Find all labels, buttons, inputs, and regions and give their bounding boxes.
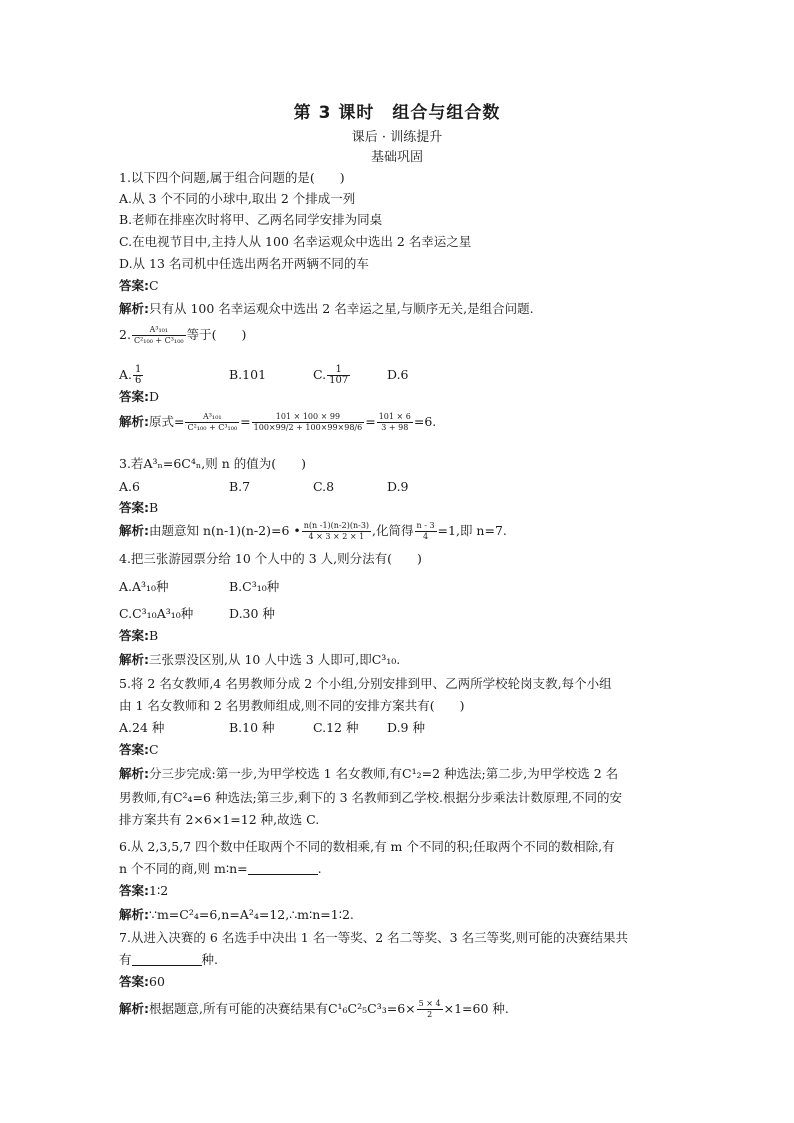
answer-label: 答案:: [119, 278, 149, 293]
analysis-prefix: 原式=: [149, 414, 185, 429]
answer-label: 答案:: [119, 628, 149, 643]
fraction: [415, 521, 437, 542]
answer-value: B: [149, 500, 159, 515]
fraction-numerator: 101 × 100 × 99: [252, 412, 365, 423]
analysis-label: 解析:: [119, 1001, 149, 1016]
answer-label: 答案:: [119, 974, 149, 989]
analysis-label: 解析:: [119, 766, 149, 781]
analysis-text: 三张票没区别,从 10 人中选 3 人即可,即C³₁₀.: [149, 652, 401, 667]
question-1-answer: [119, 278, 159, 294]
fraction-numerator: 1: [135, 364, 142, 375]
answer-value: B: [149, 628, 159, 643]
stem-text: 有: [119, 952, 132, 967]
question-4-stem: 4.把三张游园票分给 10 个人中的 3 人,则分法有( ): [119, 551, 422, 566]
fraction-denominator: 2: [427, 1010, 433, 1019]
fraction: [417, 999, 443, 1020]
fraction: [327, 365, 350, 386]
question-1-option-d: D.从 13 名司机中任选出两名开两辆不同的车: [119, 256, 369, 271]
analysis-prefix: 由题意知 n(n-1)(n-2)=6 •: [149, 523, 301, 538]
question-7-answer: [119, 974, 165, 990]
question-3-option-a: A.6: [119, 479, 140, 494]
question-3-option-b: B.7: [229, 479, 251, 494]
question-6-answer: [119, 883, 168, 899]
analysis-label: 解析:: [119, 414, 149, 429]
subsection-heading: 基础巩固: [370, 150, 423, 165]
answer-value: C: [149, 278, 159, 293]
question-1-option-c: C.在电视节目中,主持人从 100 名幸运观众中选出 2 名幸运之星: [119, 234, 472, 249]
analysis-text: 只有从 100 名幸运观众中选出 2 名幸运之星,与顺序无关,是组合问题.: [149, 301, 534, 316]
fraction-denominator: 6: [135, 375, 142, 386]
question-4-option-d: D.30 种: [229, 606, 275, 621]
fraction-numerator: 101 × 6: [378, 412, 411, 421]
question-5-option-d: D.9 种: [387, 720, 425, 735]
stem-suffix: ,则 n 的值为( ): [201, 456, 307, 471]
lesson-title: 第 3 课时 组合与组合数: [293, 103, 501, 123]
question-6-stem-line-1: 6.从 2,3,5,7 四个数中任取两个不同的数相乘,有 m 个不同的积;任取两个不同的数相除,有: [119, 839, 615, 854]
analysis-text: ∵m=C²₄=6,n=A²₄=12,∴m∶n=1∶2.: [149, 907, 354, 922]
answer-blank: [248, 862, 318, 875]
question-3-analysis: [119, 518, 507, 544]
question-4-analysis: [119, 652, 400, 668]
fraction-denominator: 4: [422, 532, 429, 541]
fraction-denominator: C²₁₀₀ + C³₁₀₀: [133, 336, 184, 345]
question-2-analysis: 解析:原式= $\frac{\text{A³₁₀₁}}{\text{C²₁₀₀ + C³₁₀₀}}$ = $\frac{101 \times 100 \times 99}{100\times 99/2 + 100\times 99\times 98/6}$ = $\frac{101 \times 6}{3 + 98}$ =6.: [119, 412, 437, 432]
answer-label: 答案:: [119, 883, 149, 898]
stem-expression: A³ₙ=6C⁴ₙ: [143, 456, 202, 471]
analysis-label: 解析:: [119, 523, 149, 538]
analysis-middle: ,化简得: [372, 523, 414, 538]
question-1-stem: 1.以下四个问题,属于组合问题的是( ): [119, 170, 345, 185]
answer-blank: [132, 953, 202, 966]
fraction-denominator: 107: [329, 375, 349, 386]
analysis-prefix: 根据题意,所有可能的决赛结果有C¹₆C²₅C³₃=6×: [149, 1001, 416, 1016]
question-4-answer: [119, 628, 158, 644]
answer-label: 答案:: [119, 389, 149, 404]
fraction: [302, 521, 371, 542]
question-3-answer: [119, 500, 158, 516]
question-1-analysis: [119, 301, 534, 317]
section-heading: 课后 · 训练提升: [351, 130, 443, 145]
question-4-option-c: C.C³₁₀A³₁₀种: [119, 606, 194, 621]
question-3-option-d: D.9: [387, 479, 409, 494]
fraction-numerator: 1: [327, 365, 350, 376]
fraction: [185, 412, 239, 433]
question-5-option-a: A.24 种: [119, 720, 165, 735]
question-2-option-d: D.6: [387, 367, 409, 382]
question-2-answer: [119, 389, 159, 405]
fraction-denominator: 3 + 98: [381, 423, 409, 432]
answer-value: 1∶2: [149, 883, 169, 898]
question-2-option-c: [313, 365, 351, 386]
fraction: [252, 412, 365, 433]
fraction-denominator: C²₁₀₀ + C³₁₀₀: [187, 423, 238, 432]
question-7-stem-line-2: [119, 952, 218, 968]
stem-prefix: 3.若: [119, 456, 144, 471]
question-2-option-a: [119, 365, 144, 386]
fraction-numerator: 5 × 4: [418, 999, 441, 1008]
analysis-label: 解析:: [119, 907, 149, 922]
question-5-option-c: C.12 种: [313, 720, 359, 735]
question-2-option-b: B.101: [229, 367, 267, 382]
question-tail: 等于( ): [186, 327, 247, 342]
question-4-option-a: A.A³₁₀种: [119, 579, 169, 594]
fraction-denominator: 4 × 3 × 2 × 1: [308, 532, 365, 541]
analysis-tail: ×1=60 种.: [443, 1001, 509, 1016]
fraction: [133, 365, 143, 386]
option-label: A.: [119, 367, 133, 382]
question-3-stem: [119, 456, 306, 472]
question-5-option-b: B.10 种: [229, 720, 275, 735]
answer-value: C: [149, 742, 159, 757]
analysis-text: 分三步完成:第一步,为甲学校选 1 名女教师,有C¹₂=2 种选法;第二步,为甲学校选 2 名: [149, 766, 619, 781]
answer-label: 答案:: [119, 742, 149, 757]
option-label: C.: [313, 367, 327, 382]
fraction-numerator: A³₁₀₁: [185, 412, 239, 423]
stem-tail: 种.: [201, 952, 218, 967]
fraction-numerator: n - 3: [416, 521, 435, 530]
analysis-label: 解析:: [119, 652, 149, 667]
question-5-analysis-line-1: [119, 766, 618, 782]
question-5-stem-line-2: 由 1 名女教师和 2 名男教师组成,则不同的安排方案共有( ): [119, 698, 465, 713]
question-5-stem-line-1: 5.将 2 名女教师,4 名男教师分成 2 个小组,分别安排到甲、乙两所学校轮岗支教,每个小组: [119, 676, 612, 691]
question-7-analysis: [119, 996, 509, 1022]
analysis-tail: =1,即 n=7.: [437, 523, 507, 538]
question-6-analysis: [119, 907, 354, 923]
fraction: [132, 325, 186, 346]
analysis-label: 解析:: [119, 301, 149, 316]
answer-label: 答案:: [119, 500, 149, 515]
question-1-option-b: B.老师在排座次时将甲、乙两名同学安排为同桌: [119, 212, 383, 227]
fraction-numerator: A³₁₀₁: [132, 325, 186, 336]
fraction: [377, 412, 413, 433]
question-3-option-c: C.8: [313, 479, 335, 494]
question-5-analysis-line-3: 排方案共有 2×6×1=12 种,故选 C.: [119, 812, 320, 827]
fraction-numerator: n(n -1)(n-2)(n-3): [303, 521, 370, 530]
question-4-option-b: B.C³₁₀种: [229, 579, 280, 594]
question-number: 2.: [119, 327, 131, 342]
question-6-stem-line-2: [119, 861, 322, 877]
fraction-denominator: 100×99/2 + 100×99×98/6: [253, 423, 363, 432]
question-5-analysis-line-2: 男教师,有C²₄=6 种选法;第三步,剩下的 3 名教师到乙学校.根据分步乘法计数原理,不同的安: [119, 790, 622, 805]
stem-text: n 个不同的商,则 m∶n=: [119, 861, 248, 876]
stem-tail: .: [317, 861, 322, 876]
question-1-option-a: A.从 3 个不同的小球中,取出 2 个排成一列: [119, 191, 356, 206]
answer-value: D: [149, 389, 160, 404]
question-5-answer: [119, 742, 159, 758]
question-7-stem-line-1: 7.从进入决赛的 6 名选手中决出 1 名一等奖、2 名二等奖、3 名三等奖,则可能的决赛结果共: [119, 930, 629, 945]
answer-value: 60: [149, 974, 165, 989]
question-2-stem: [119, 324, 246, 346]
analysis-tail: =6.: [413, 414, 437, 429]
